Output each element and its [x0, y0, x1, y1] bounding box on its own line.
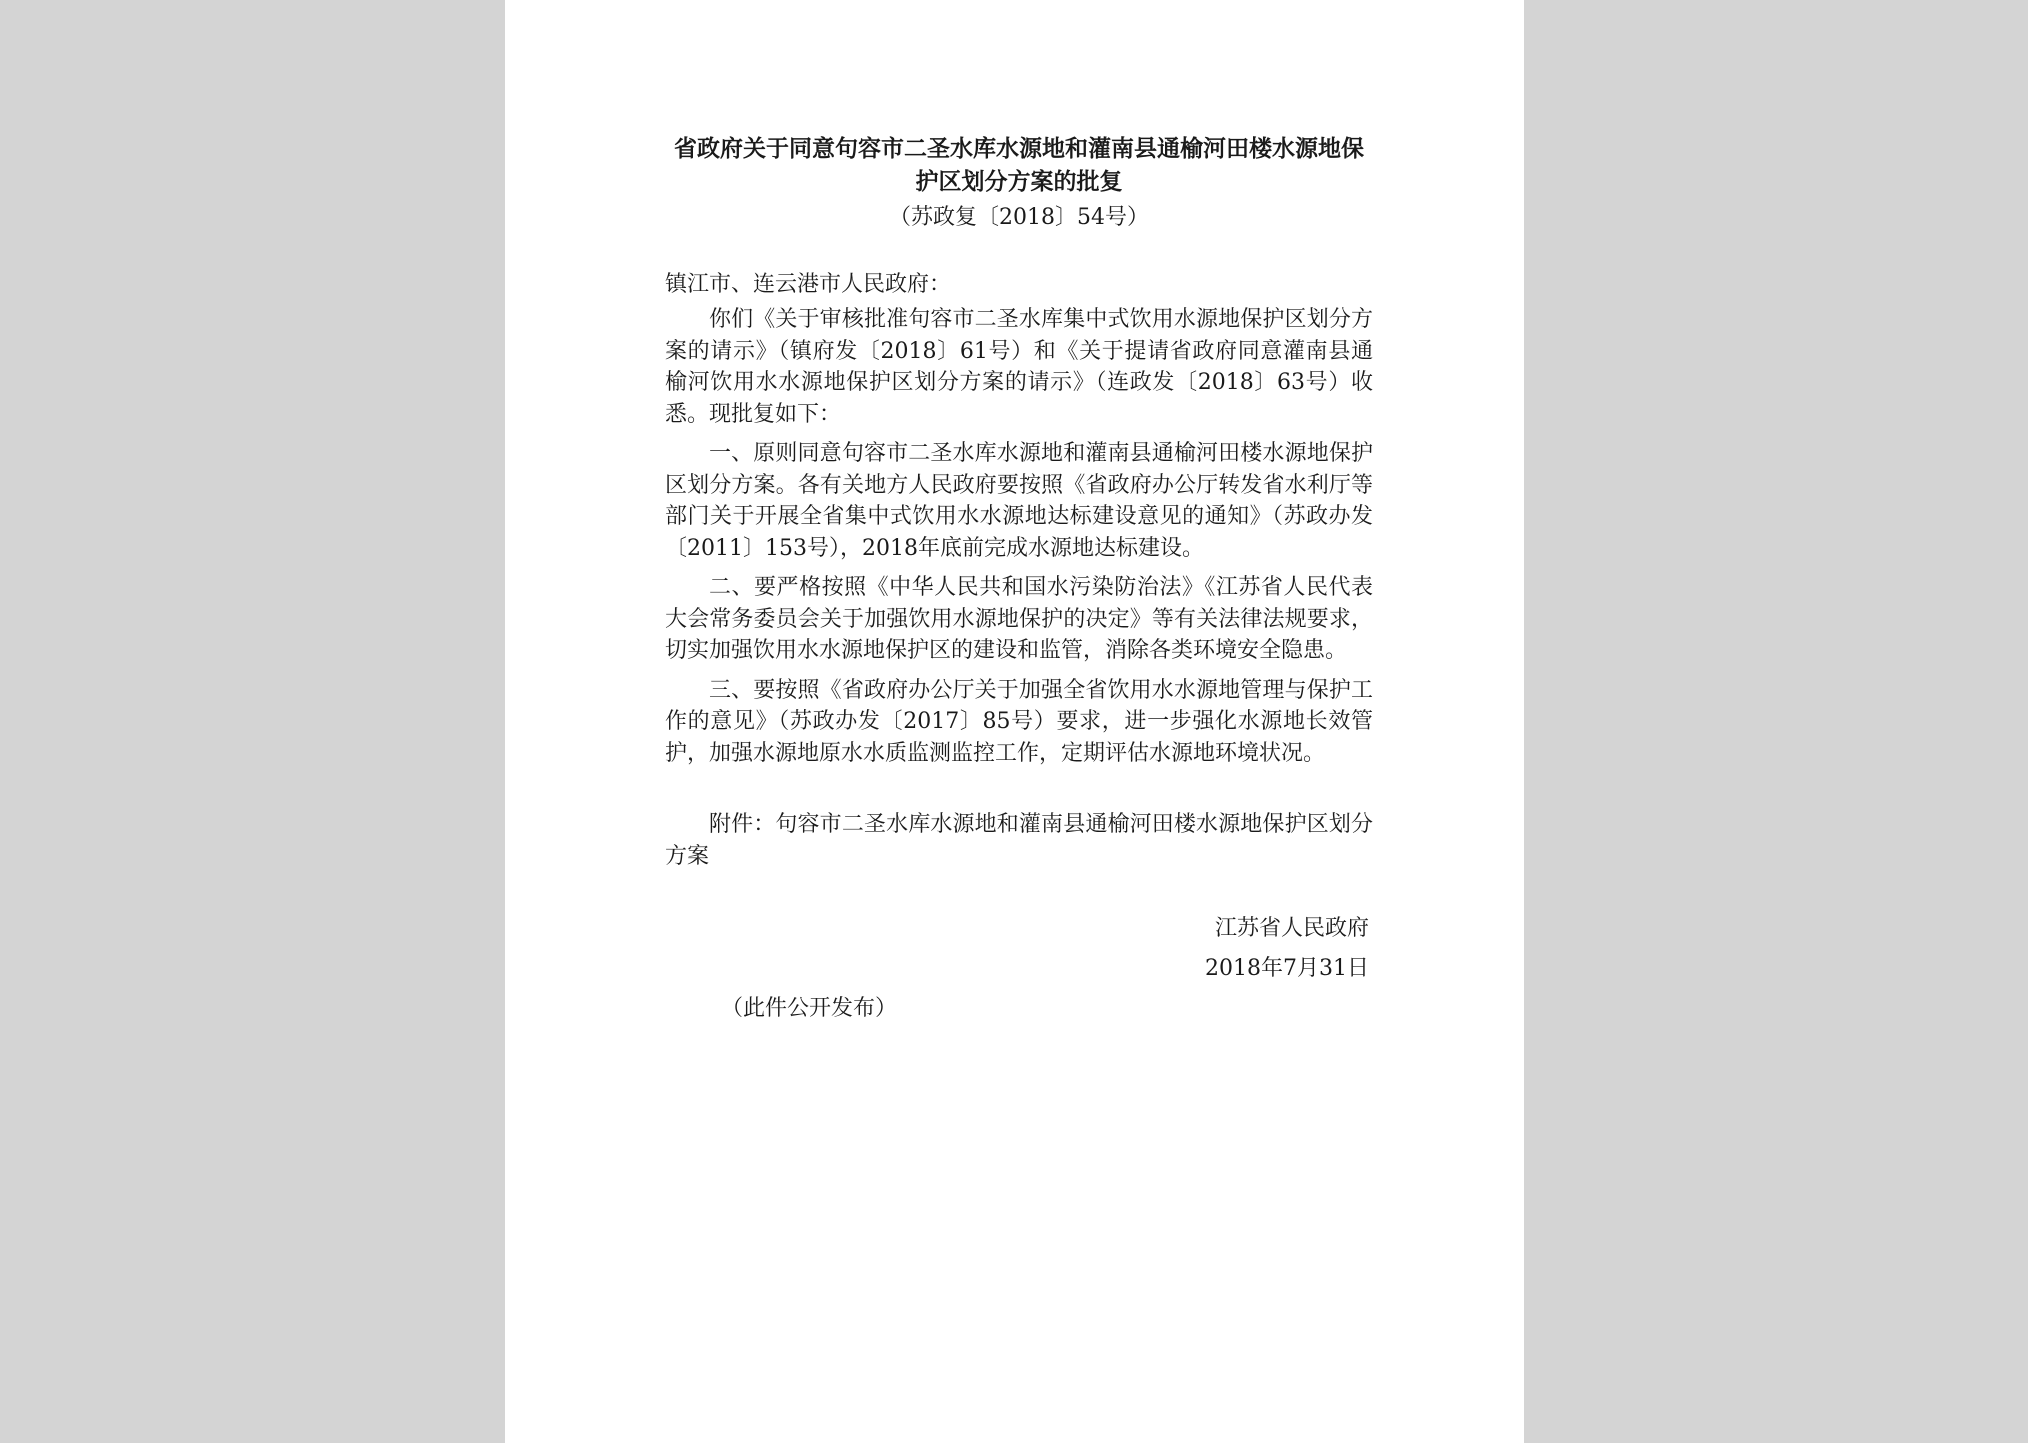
- body-paragraph-intro: 你们《关于审核批准句容市二圣水库集中式饮用水源地保护区划分方案的请示》（镇府发〔2018〕61号）和《关于提请省政府同意灌南县通榆河饮用水水源地保护区划分方案的请示》（连政发〔2018〕63号）收悉。现批复如下：: [665, 307, 1373, 427]
- document-title: 省政府关于同意句容市二圣水库水源地和灌南县通榆河田楼水源地保护区划分方案的批复: [674, 135, 1364, 195]
- signature-organization: 江苏省人民政府: [1214, 916, 1369, 941]
- body-paragraph-1: 一、原则同意句容市二圣水库水源地和灌南县通榆河田楼水源地保护区划分方案。各有关地方人民政府要按照《省政府办公厅转发省水利厅等部门关于开展全省集中式饮用水水源地达标建设意见的通知》（苏政办发〔2011〕153号），2018年底前完成水源地达标建设。: [665, 441, 1373, 561]
- document-number: （苏政复〔2018〕54号）: [889, 205, 1149, 230]
- body-paragraph-3: 三、要按照《省政府办公厅关于加强全省饮用水水源地管理与保护工作的意见》（苏政办发〔2017〕85号）要求，进一步强化水源地长效管护，加强水源地原水水质监测监控工作，定期评估水源地环境状况。: [665, 677, 1373, 766]
- signature-date: 2018年7月31日: [1205, 956, 1369, 981]
- public-release-note: （此件公开发布）: [721, 996, 898, 1021]
- document-content: [665, 132, 1373, 1025]
- attachment-note: 附件：句容市二圣水库水源地和灌南县通榆河田楼水源地保护区划分方案: [665, 812, 1373, 869]
- addressee: 镇江市、连云港市人民政府：: [665, 272, 952, 297]
- document-page: [505, 0, 1524, 1443]
- body-paragraph-2: 二、要严格按照《中华人民共和国水污染防治法》《江苏省人民代表大会常务委员会关于加强饮用水源地保护的决定》等有关法律法规要求，切实加强饮用水水源地保护区的建设和监管，消除各类环境安全隐患。: [665, 575, 1373, 663]
